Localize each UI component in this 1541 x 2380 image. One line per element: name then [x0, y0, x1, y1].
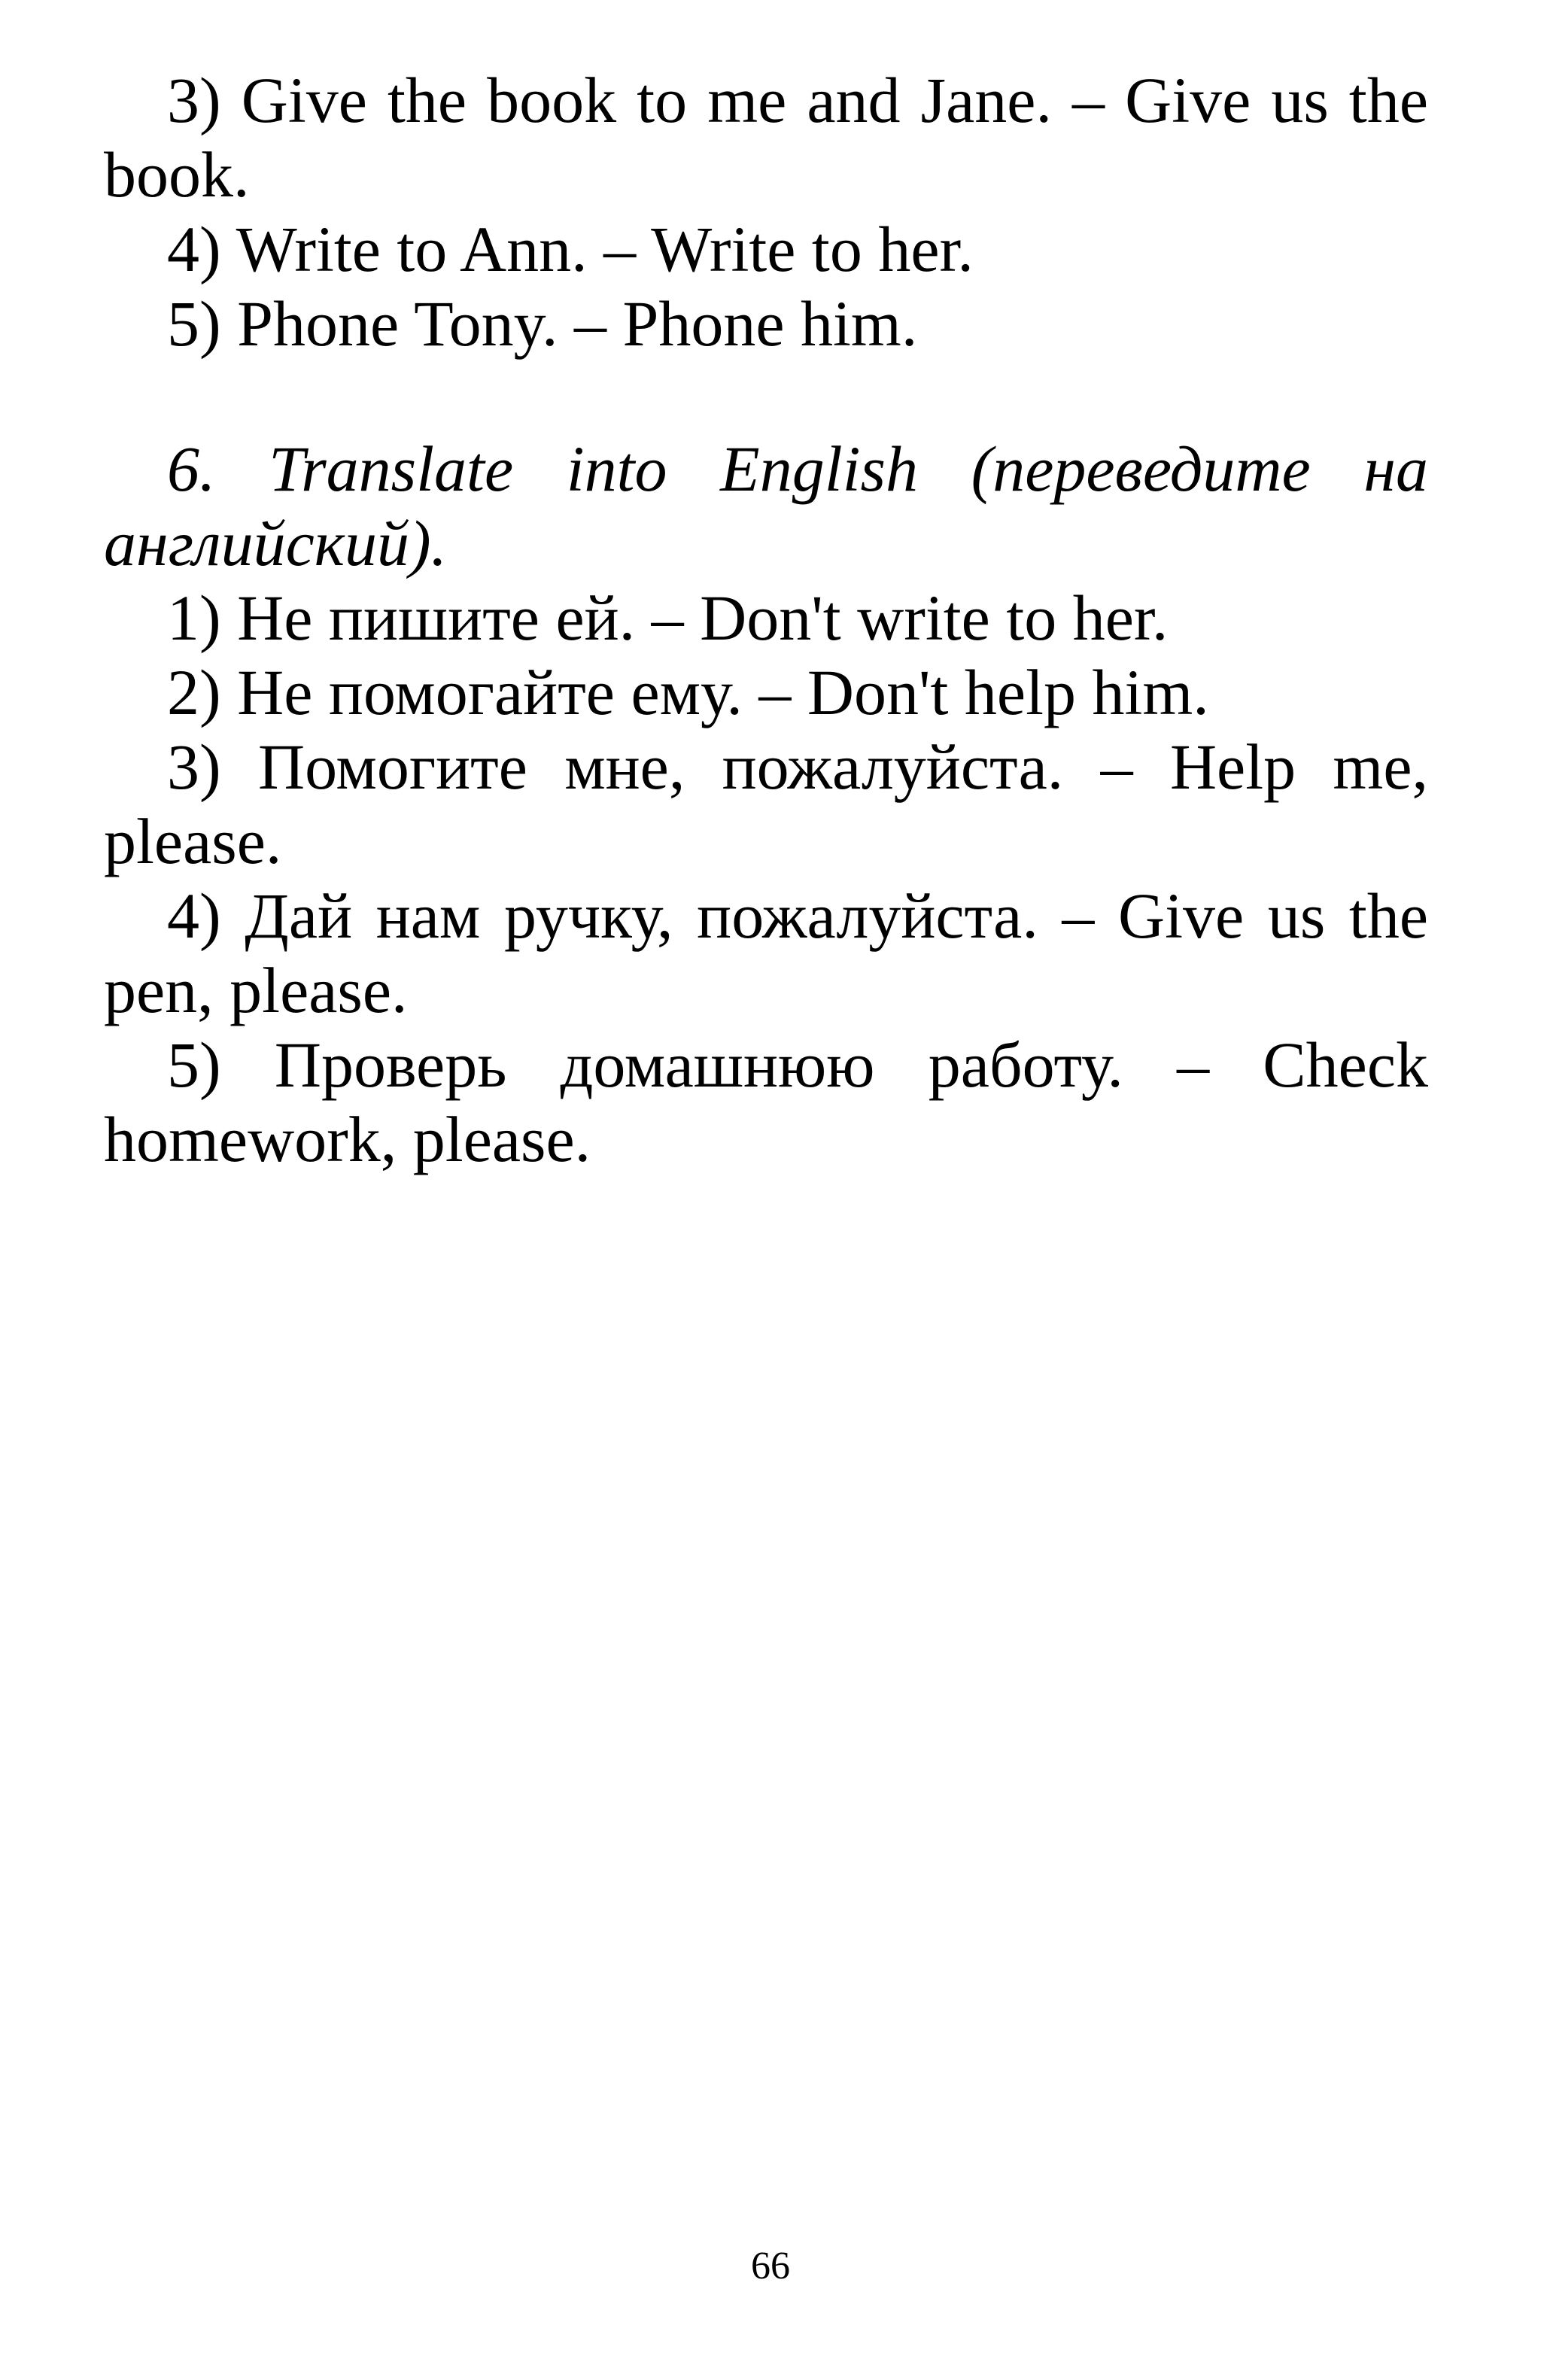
answer-line-4: 4) Write to Ann. – Write to her.: [167, 213, 974, 285]
translation-line-1: 1) Не пишите ей. – Don't write to her.: [167, 582, 1169, 654]
page-number: 66: [751, 2245, 790, 2287]
answer-line-3: 3) Give the book to me and Jane. – Give us the book.: [104, 64, 1428, 211]
page-content: [104, 63, 1428, 1177]
section-gap: [104, 361, 1428, 432]
translation-line-3: 3) Помогите мне, пожалуйста. – Help me, please.: [104, 731, 1428, 877]
translation-line-2: 2) Не помогайте ему. – Don't help him.: [167, 656, 1209, 728]
translation-line-4: 4) Дай нам ручку, пожалуйста. – Give us the pen, please.: [104, 880, 1428, 1026]
answer-line-5: 5) Phone Tony. – Phone him.: [167, 287, 918, 360]
translation-line-5: 5) Проверь домашнюю работу. – Check homework, please.: [104, 1029, 1428, 1175]
exercise-heading: 6. Translate into English (переведите на английский).: [104, 433, 1428, 579]
